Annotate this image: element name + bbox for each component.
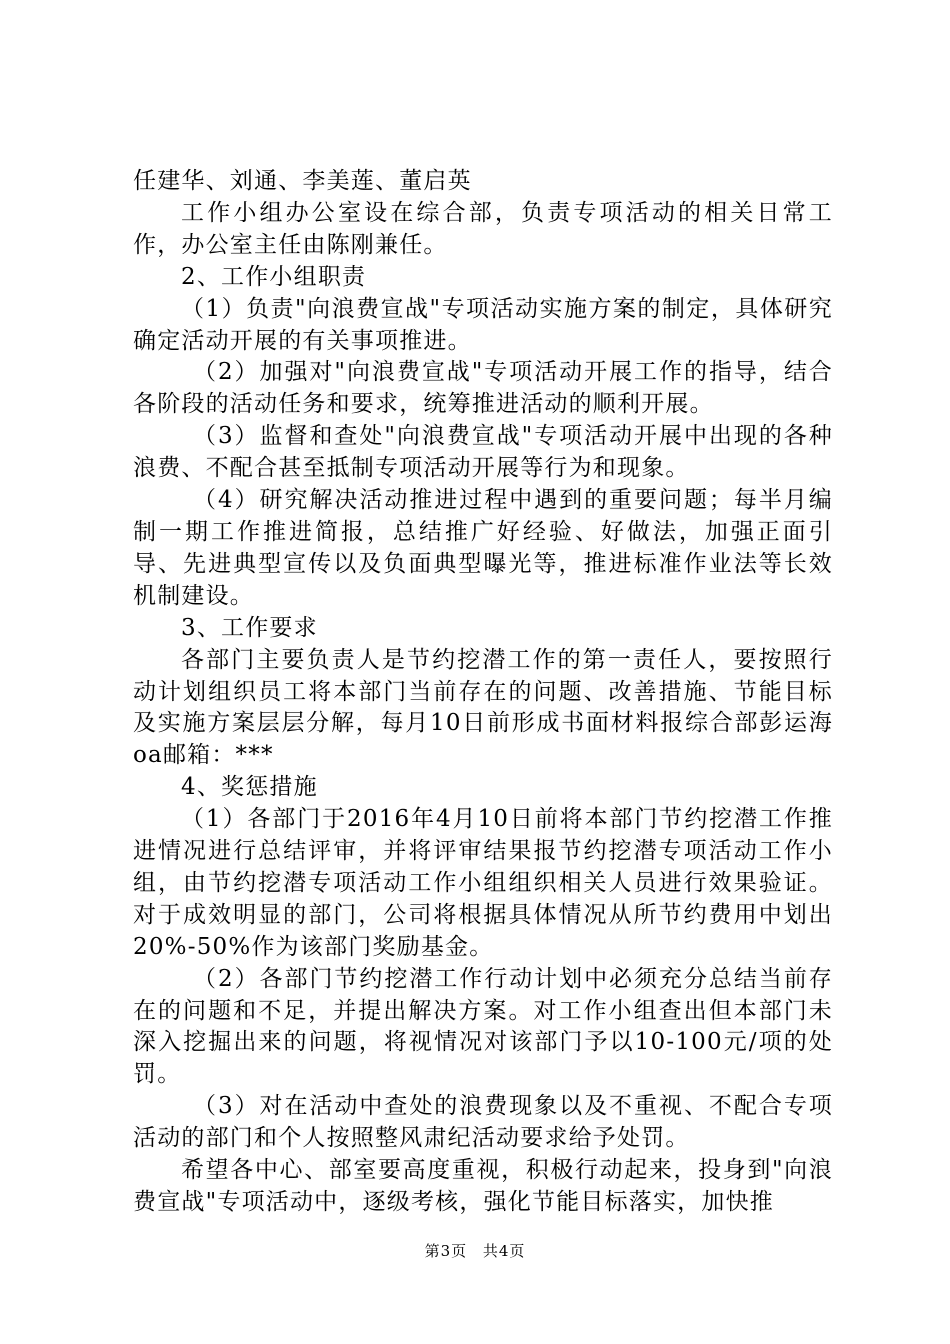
paragraph-duty-1: （1）负责"向浪费宣战"专项活动实施方案的制定，具体研究确定活动开展的有关事项推进。 [133, 295, 833, 354]
paragraph-reward-1: （1）各部门于2016年4月10日前将本部门节约挖潜工作推进情况进行总结评审，并将评审结果报节约挖潜专项活动工作小组，由节约挖潜专项活动工作小组组织相关人员进行效果验证。对于成效明显的部门，公司将根据具体情况从所节约费用中划出20%-50%作为该部门奖励基金。 [133, 806, 833, 960]
paragraph-members: 任建华、刘通、李美莲、董启英 [133, 168, 472, 194]
page-total: 共4页 [482, 1242, 526, 1260]
paragraph-reward-3: （3）对在活动中查处的浪费现象以及不重视、不配合专项活动的部门和个人按照整风肃纪活动要求给予处罚。 [133, 1093, 833, 1152]
page-number: 第3页 [424, 1242, 468, 1260]
paragraph-duty-3: （3）监督和查处"向浪费宣战"专项活动开展中出现的各种浪费、不配合甚至抵制专项活动开展等行为和现象。 [133, 423, 833, 482]
heading-rewards: 4、奖惩措施 [181, 774, 318, 801]
page-footer [0, 1240, 950, 1261]
paragraph-duty-4: （4）研究解决活动推进过程中遇到的重要问题；每半月编制一期工作推进简报，总结推广好经验、好做法，加强正面引导、先进典型宣传以及负面典型曝光等，推进标准作业法等长效机制建设。 [133, 487, 833, 609]
document-body [133, 166, 833, 1219]
heading-duties: 2、工作小组职责 [181, 263, 367, 290]
paragraph-closing: 希望各中心、部室要高度重视，积极行动起来，投身到"向浪费宣战"专项活动中，逐级考核，强化节能目标落实，加快推 [133, 1157, 833, 1215]
paragraph-requirements: 各部门主要负责人是节约挖潜工作的第一责任人，要按照行动计划组织员工将本部门当前存在的问题、改善措施、节能目标及实施方案层层分解，每月10日前形成书面材料报综合部彭运海oa邮箱：*** [133, 646, 833, 769]
paragraph-office: 工作小组办公室设在综合部，负责专项活动的相关日常工作，办公室主任由陈刚兼任。 [133, 199, 833, 258]
paragraph-duty-2: （2）加强对"向浪费宣战"专项活动开展工作的指导，结合各阶段的活动任务和要求，统筹推进活动的顺利开展。 [133, 359, 833, 418]
paragraph-reward-2: （2）各部门节约挖潜工作行动计划中必须充分总结当前存在的问题和不足，并提出解决方案。对工作小组查出但本部门未深入挖掘出来的问题，将视情况对该部门予以10-100元/项的处罚。 [133, 965, 833, 1088]
heading-requirements: 3、工作要求 [181, 614, 318, 641]
